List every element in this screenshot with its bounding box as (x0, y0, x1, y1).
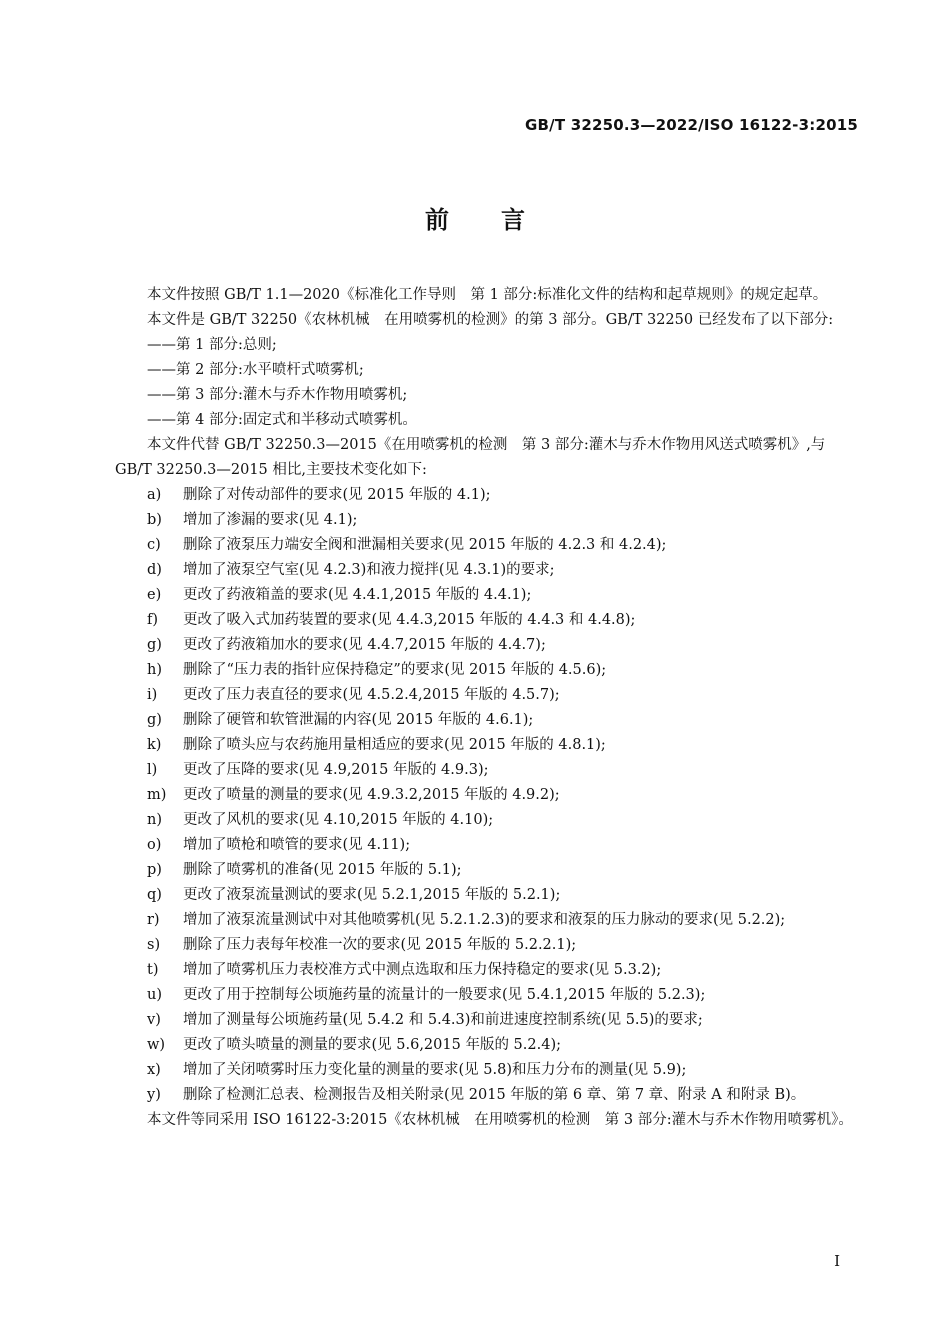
change-item-text: 删除了压力表每年校准一次的要求(见 2015 年版的 5.2.2.1); (183, 937, 577, 953)
change-item (115, 1058, 861, 1083)
change-item (115, 958, 861, 983)
change-item-label: a) (147, 487, 162, 503)
change-item-label: y) (147, 1087, 161, 1103)
change-item-text: 更改了压降的要求(见 4.9,2015 年版的 4.9.3); (183, 762, 489, 778)
change-item-text: 更改了风机的要求(见 4.10,2015 年版的 4.10); (183, 812, 494, 828)
change-item-label: r) (147, 912, 160, 928)
change-item-label: u) (147, 987, 162, 1003)
paragraph-drafting-rules: 本文件按照 GB/T 1.1—2020《标准化工作导则 第 1 部分:标准化文件的结构和起草规则》的规定起草。 (147, 287, 828, 303)
change-item-text: 更改了液泵流量测试的要求(见 5.2.1,2015 年版的 5.2.1); (183, 887, 561, 903)
change-item-text: 更改了药液箱盖的要求(见 4.4.1,2015 年版的 4.4.1); (183, 587, 532, 603)
change-item-label: k) (147, 737, 162, 753)
change-item (115, 858, 861, 883)
change-item-label: g) (147, 712, 162, 728)
change-item-label: h) (147, 662, 162, 678)
change-item-text: 删除了“压力表的指针应保持稳定”的要求(见 2015 年版的 4.5.6); (183, 662, 607, 678)
change-item-label: g) (147, 637, 162, 653)
change-item-text: 删除了硬管和软管泄漏的内容(见 2015 年版的 4.6.1); (183, 712, 534, 728)
change-item (115, 833, 861, 858)
page-title: 前言 (425, 206, 577, 234)
part-list-item: ——第 1 部分:总则; (147, 337, 277, 353)
change-item (115, 883, 861, 908)
change-item-label: t) (147, 962, 159, 978)
change-item-text: 删除了检测汇总表、检测报告及相关附录(见 2015 年版的第 6 章、第 7 章、附录 A 和附录 B)。 (183, 1087, 806, 1103)
change-item (115, 908, 861, 933)
change-item-text: 增加了液泵流量测试中对其他喷雾机(见 5.2.1.2.3)的要求和液泵的压力脉动的要求(见 5.2.2); (183, 912, 786, 928)
paragraph-replacement: 本文件代替 GB/T 32250.3—2015《在用喷雾机的检测 第 3 部分:灌木与乔木作物用风送式喷雾机》,与 GB/T 32250.3—2015 相比,主要技术变化如下: (115, 437, 826, 478)
paragraph-series: 本文件是 GB/T 32250《农林机械 在用喷雾机的检测》的第 3 部分。GB/T 32250 已经发布了以下部分: (147, 312, 834, 328)
change-item (115, 533, 861, 558)
change-item-text: 更改了用于控制每公顷施药量的流量计的一般要求(见 5.4.1,2015 年版的 5.2.3); (183, 987, 706, 1003)
change-item-text: 更改了喷量的测量的要求(见 4.9.3.2,2015 年版的 4.9.2); (183, 787, 560, 803)
change-item-label: e) (147, 587, 162, 603)
change-item-label: d) (147, 562, 162, 578)
change-item (115, 1008, 861, 1033)
change-item-text: 更改了吸入式加药装置的要求(见 4.4.3,2015 年版的 4.4.3 和 4.4.8); (183, 612, 636, 628)
change-item-text: 更改了压力表直径的要求(见 4.5.2.4,2015 年版的 4.5.7); (183, 687, 560, 703)
change-item-text: 增加了测量每公顷施药量(见 5.4.2 和 5.4.3)和前进速度控制系统(见 5.5)的要求; (183, 1012, 703, 1028)
change-item-label: p) (147, 862, 162, 878)
change-item-label: b) (147, 512, 162, 528)
change-item (115, 1083, 861, 1108)
change-item (115, 933, 861, 958)
change-item (115, 483, 861, 508)
change-item-label: w) (147, 1037, 166, 1053)
change-item-label: o) (147, 837, 162, 853)
change-item-text: 更改了喷头喷量的测量的要求(见 5.6,2015 年版的 5.2.4); (183, 1037, 561, 1053)
change-item (115, 608, 861, 633)
change-item (115, 783, 861, 808)
change-item-label: s) (147, 937, 161, 953)
change-item (115, 808, 861, 833)
change-item-label: m) (147, 787, 167, 803)
change-item-text: 增加了喷雾机压力表校准方式中测点选取和压力保持稳定的要求(见 5.3.2); (183, 962, 662, 978)
change-item-text: 增加了关闭喷雾时压力变化量的测量的要求(见 5.8)和压力分布的测量(见 5.9); (183, 1062, 687, 1078)
change-item (115, 508, 861, 533)
change-item-text: 删除了喷雾机的准备(见 2015 年版的 5.1); (183, 862, 462, 878)
change-item-label: q) (147, 887, 162, 903)
change-item-label: n) (147, 812, 162, 828)
change-item-text: 增加了液泵空气室(见 4.2.3)和液力搅拌(见 4.3.1)的要求; (183, 562, 555, 578)
document-body (115, 283, 861, 1133)
standard-number: GB/T 32250.3—2022/ISO 16122-3:2015 (525, 116, 858, 134)
paragraph-equivalence: 本文件等同采用 ISO 16122-3:2015《农林机械 在用喷雾机的检测 第 3 部分:灌木与乔木作物用喷雾机》。 (147, 1112, 853, 1128)
change-item-label: f) (147, 612, 159, 628)
change-item-text: 删除了对传动部件的要求(见 2015 年版的 4.1); (183, 487, 491, 503)
change-item-label: v) (147, 1012, 161, 1028)
change-item-label: i) (147, 687, 158, 703)
change-item (115, 708, 861, 733)
change-item-text: 删除了喷头应与农药施用量相适应的要求(见 2015 年版的 4.8.1); (183, 737, 606, 753)
change-item (115, 758, 861, 783)
change-item (115, 558, 861, 583)
change-item (115, 983, 861, 1008)
change-item (115, 1033, 861, 1058)
change-item-text: 增加了渗漏的要求(见 4.1); (183, 512, 358, 528)
change-item (115, 658, 861, 683)
change-item (115, 683, 861, 708)
change-item (115, 633, 861, 658)
change-item (115, 733, 861, 758)
change-item-label: x) (147, 1062, 161, 1078)
change-item-label: l) (147, 762, 158, 778)
page-number: I (834, 1252, 840, 1270)
part-list-item: ——第 4 部分:固定式和半移动式喷雾机。 (147, 412, 417, 428)
change-item-label: c) (147, 537, 161, 553)
change-item (115, 583, 861, 608)
changes-list (115, 483, 861, 1108)
part-list-item: ——第 3 部分:灌木与乔木作物用喷雾机; (147, 387, 408, 403)
change-item-text: 增加了喷枪和喷管的要求(见 4.11); (183, 837, 411, 853)
change-item-text: 更改了药液箱加水的要求(见 4.4.7,2015 年版的 4.4.7); (183, 637, 546, 653)
part-list-item: ——第 2 部分:水平喷杆式喷雾机; (147, 362, 364, 378)
change-item-text: 删除了液泵压力端安全阀和泄漏相关要求(见 2015 年版的 4.2.3 和 4.2.4); (183, 537, 667, 553)
